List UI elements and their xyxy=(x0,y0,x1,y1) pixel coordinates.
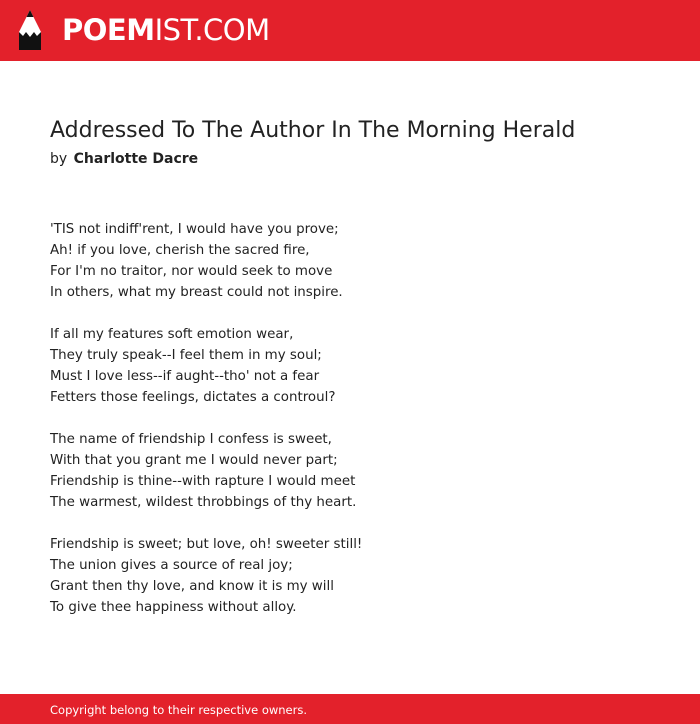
author-name: Charlotte Dacre xyxy=(73,151,199,167)
stanza xyxy=(50,534,650,618)
logo-text-light: IST.COM xyxy=(154,13,270,47)
logo-text-bold: POEM xyxy=(62,13,155,47)
poem-title: Addressed To The Author In The Morning Herald xyxy=(50,118,576,143)
poem-line: Grant then thy love, and know it is my will xyxy=(50,579,334,594)
poem-line: Friendship is sweet; but love, oh! sweeter still! xyxy=(50,537,363,552)
byline xyxy=(50,149,198,169)
poem-line: In others, what my breast could not inspire. xyxy=(50,285,343,300)
site-header xyxy=(0,0,700,61)
pencil-icon[interactable] xyxy=(17,9,43,51)
poem-line: Friendship is thine--with rapture I would meet xyxy=(50,474,356,489)
site-logo[interactable] xyxy=(62,12,270,48)
poem-line: Must I love less--if aught--tho' not a fear xyxy=(50,369,320,384)
poem-line: The name of friendship I confess is sweet, xyxy=(50,432,332,447)
by-label: by xyxy=(50,151,68,167)
poem-line: The warmest, wildest throbbings of thy heart. xyxy=(50,495,357,510)
site-footer xyxy=(0,694,700,724)
poem-line: The union gives a source of real joy; xyxy=(50,558,293,573)
stanza xyxy=(50,429,650,513)
stanza xyxy=(50,324,650,408)
poem-line: With that you grant me I would never part; xyxy=(50,453,338,468)
poem-line: Fetters those feelings, dictates a controul? xyxy=(50,390,336,405)
poem-line: They truly speak--I feel them in my soul; xyxy=(50,348,322,363)
poem-line: To give thee happiness without alloy. xyxy=(50,600,297,615)
poem-line: 'TIS not indiff'rent, I would have you prove; xyxy=(50,222,339,237)
poem-line: For I'm no traitor, nor would seek to move xyxy=(50,264,333,279)
poem-body xyxy=(50,219,650,639)
poem-line: If all my features soft emotion wear, xyxy=(50,327,294,342)
stanza xyxy=(50,219,650,303)
copyright-notice: Copyright belong to their respective owners. xyxy=(50,703,308,717)
poem-line: Ah! if you love, cherish the sacred fire, xyxy=(50,243,310,258)
